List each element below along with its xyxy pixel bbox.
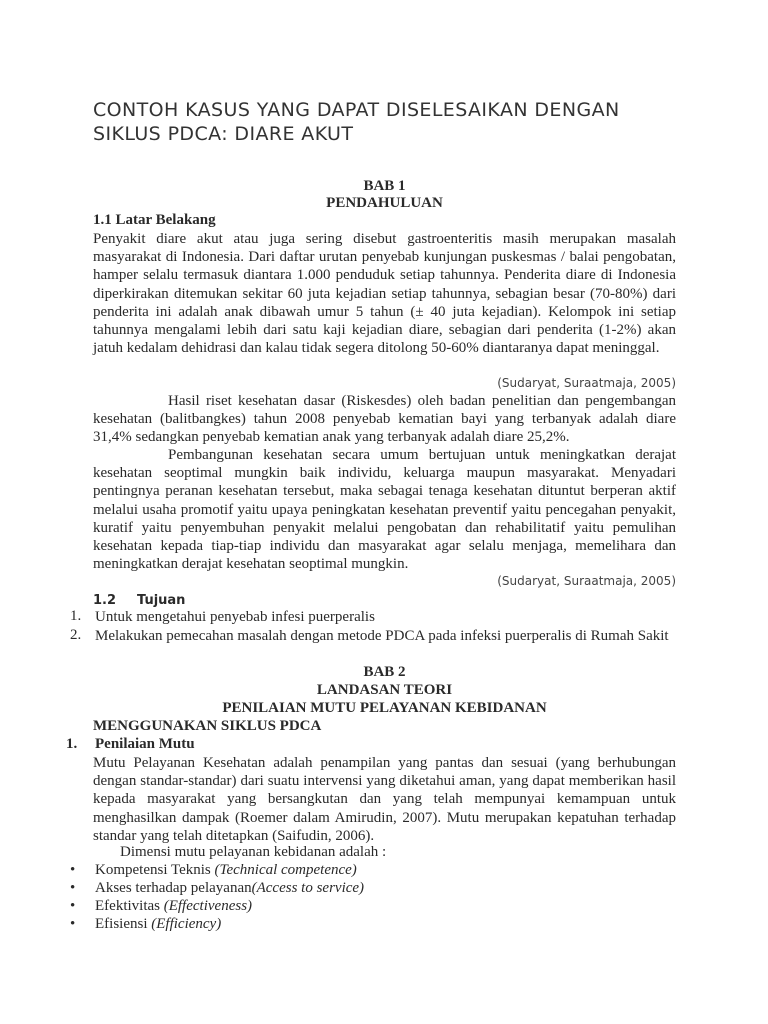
bab2-subheading: PENILAIAN MUTU PELAYANAN KEBIDANAN	[222, 700, 547, 716]
list-item-text: Efisiensi	[95, 916, 152, 932]
section-latar-belakang: 1.1 Latar Belakang	[93, 212, 216, 228]
bullet-icon: •	[70, 862, 76, 878]
list-item-italic: (Effectiveness)	[163, 898, 253, 914]
citation: (Sudaryat, Suraatmaja, 2005)	[497, 376, 676, 390]
paragraph-text: Mutu Pelayanan Kesehatan adalah penampilan yang pantas dan sesuai (yang berhubungan dengan standar-standar) dari suatu intervensi yang diketahui aman, yang dapat memberikan hasil kepada masyarakat yang bersangkutan dan yang telah mempunyai kemampuan untuk menghasilkan dampak (Roemer dalam Amirudin, 2007). Mutu merupakan kepatuhan terhadap standar yang telah ditetapkan (Saifudin, 2006).	[93, 755, 676, 844]
bullet-icon: •	[70, 916, 76, 932]
bullet-icon: •	[70, 898, 76, 914]
dimensi-intro: Dimensi mutu pelayanan kebidanan adalah :	[120, 844, 387, 860]
list-item-text: Melakukan pemecahan masalah dengan metode PDCA pada infeksi puerperalis di Rumah Sakit	[95, 628, 669, 644]
list-item-text: Akses terhadap pelayanan	[95, 880, 252, 896]
paragraph-text: Penyakit diare akut atau juga sering disebut gastroenteritis masih merupakan masalah masyarakat di Indonesia. Dari daftar urutan penyebab kunjungan puskesmas / balai pengobatan, hamper selalu termasuk diantara 1.000 penduduk setiap tahunnya. Penderita diare di Indonesia diperkirakan ditemukan sekitar 60 juta kejadian setiap tahunnya, sebagian besar (70-80%) dari penderita ini adalah anak dibawah umur 5 tahun (± 40 juta kejadian). Kelompok ini setiap tahunnya mengalami lebih dari satu kaji kejadian diare, sebagian dari penderita (1-2%) akan jatuh kedalam dehidrasi dan kalau tidak segera ditolong 50-60% diantaranya dapat meninggal.	[93, 231, 676, 357]
paragraph-pembangunan	[93, 446, 676, 573]
bab1-label: BAB 1	[363, 178, 406, 194]
list-item	[95, 898, 252, 915]
paragraph-latar-belakang	[93, 230, 676, 357]
bab2-label: BAB 2	[363, 664, 406, 680]
item-number: 1.	[66, 736, 78, 752]
list-item	[95, 916, 221, 933]
paragraph-text: Pembangunan kesehatan secara umum bertujuan untuk meningkatkan derajat kesehatan seoptimal mungkin baik individu, keluarga maupun masyarakat. Menyadari pentingnya peranan kesehatan tersebut, maka sebagai tenaga kesehatan dituntut berperan aktif melalui usaha promotif yaitu upaya peningkatan kesehatan preventif yaitu pencegahan penyakit, kuratif yaitu penyembuhan penyakit melalui pengobatan dan rehabilitatif yaitu pemulihan kesehatan kepada tiap-tiap individu dan masyarakat agar selalu menjaga, memelihara dan meningkatkan derajat kesehatan seoptimal mungkin.	[93, 447, 676, 573]
paragraph-text: Hasil riset kesehatan dasar (Riskesdes) oleh badan penelitian dan pengembangan kesehatan (balitbangkes) tahun 2008 penyebab kematian bayi yang terbanyak adalah diare 31,4% sedangkan penyebab kematian anak yang terbanyak adalah diare 25,2%.	[93, 393, 676, 446]
list-item-number: 2.	[70, 627, 82, 643]
list-item-italic: (Access to service)	[251, 880, 365, 896]
paragraph-riskesdes	[93, 392, 676, 447]
document-title: CONTOH KASUS YANG DAPAT DISELESAIKAN DENGAN SIKLUS PDCA: DIARE AKUT	[93, 99, 620, 145]
list-item-text: Kompetensi Teknis	[95, 862, 215, 878]
bullet-icon: •	[70, 880, 76, 896]
section-tujuan-label: Tujuan	[137, 593, 186, 608]
bab1-heading: PENDAHULUAN	[326, 195, 443, 211]
paragraph-mutu-pelayanan	[93, 754, 676, 845]
section-tujuan-number: 1.2	[93, 593, 117, 608]
list-item-italic: (Technical competence)	[214, 862, 357, 878]
list-item	[95, 880, 364, 897]
list-item	[95, 862, 357, 879]
list-item-number: 1.	[70, 608, 82, 624]
item-title-penilaian-mutu: Penilaian Mutu	[95, 736, 195, 752]
list-item-text: Untuk mengetahui penyebab infesi puerperalis	[95, 609, 375, 625]
citation: (Sudaryat, Suraatmaja, 2005)	[497, 574, 676, 588]
bab2-subheading-2: MENGGUNAKAN SIKLUS PDCA	[93, 718, 322, 734]
list-item-text: Efektivitas	[95, 898, 164, 914]
list-item-italic: (Efficiency)	[151, 916, 222, 932]
bab2-heading: LANDASAN TEORI	[316, 682, 453, 698]
